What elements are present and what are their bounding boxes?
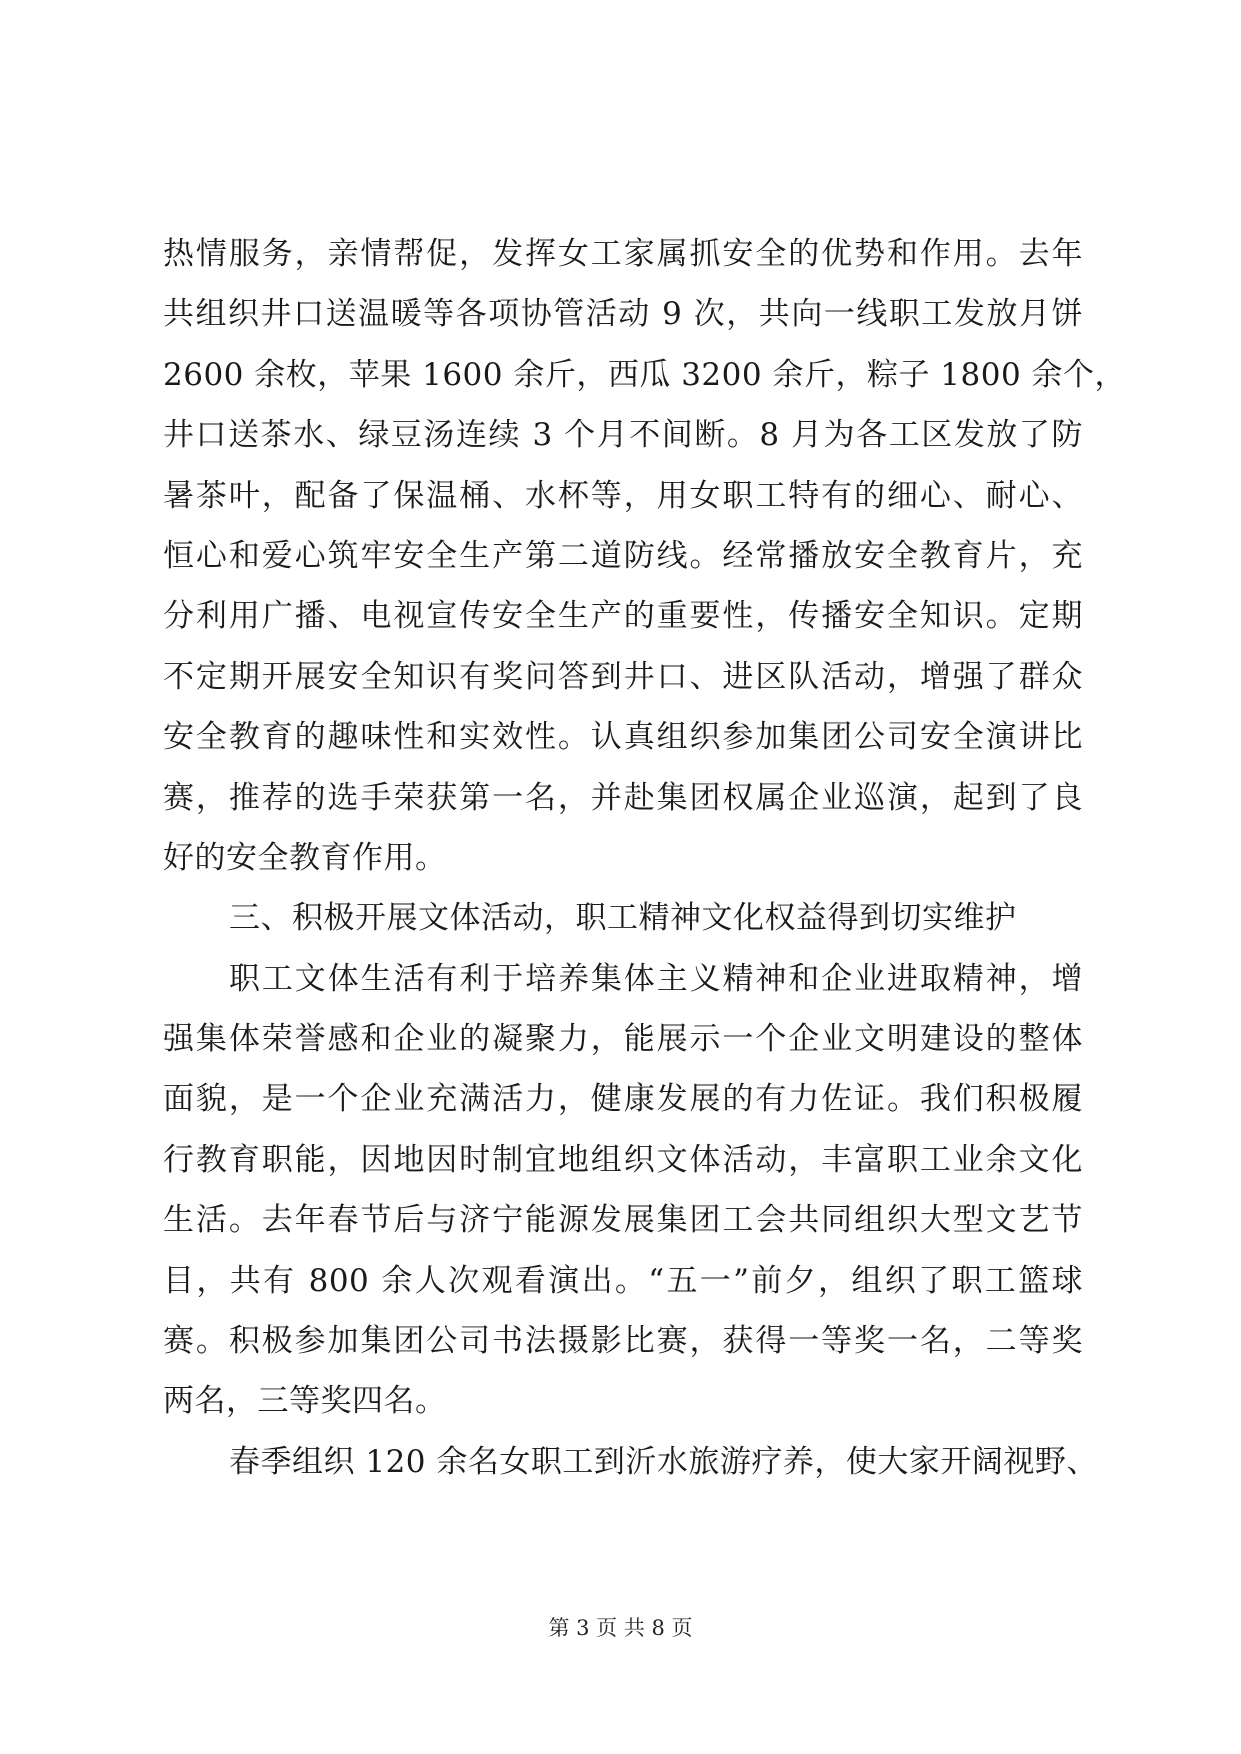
text-line: 共组织井口送温暖等各项协管活动 9 次，共向一线职工发放月饼 — [163, 296, 1083, 333]
text-line: 两名，三等奖四名。 — [163, 1383, 447, 1420]
text-line: 强集体荣誉感和企业的凝聚力，能展示一个企业文明建设的整体 — [163, 1021, 1083, 1058]
section-heading: 三、积极开展文体活动，职工精神文化权益得到切实维护 — [229, 900, 1017, 937]
text-line: 赛，推荐的选手荣获第一名，并赴集团权属企业巡演，起到了良 — [163, 779, 1083, 816]
text-line: 面貌，是一个企业充满活力，健康发展的有力佐证。我们积极履 — [163, 1081, 1083, 1118]
document-body — [163, 224, 1127, 1492]
page-footer: 第 3 页 共 8 页 — [548, 1616, 693, 1640]
text-line: 生活。去年春节后与济宁能源发展集团工会共同组织大型文艺节 — [163, 1202, 1083, 1239]
text-line: 春季组织 120 余名女职工到沂水旅游疗养，使大家开阔视野、 — [229, 1443, 1098, 1480]
text-line: 行教育职能，因地因时制宜地组织文体活动，丰富职工业余文化 — [163, 1141, 1083, 1178]
text-line: 职工文体生活有利于培养集体主义精神和企业进取精神，增 — [229, 960, 1083, 997]
text-line: 安全教育的趣味性和实效性。认真组织参加集团公司安全演讲比 — [163, 719, 1083, 756]
text-line: 目，共有 800 余人次观看演出。“五一”前夕，组织了职工篮球 — [163, 1262, 1083, 1299]
text-line: 赛。积极参加集团公司书法摄影比赛，获得一等奖一名，二等奖 — [163, 1323, 1083, 1360]
text-line: 暑茶叶，配备了保温桶、水杯等，用女职工特有的细心、耐心、 — [163, 477, 1083, 514]
text-line: 井口送茶水、绿豆汤连续 3 个月不间断。8 月为各工区发放了防 — [163, 417, 1083, 454]
text-line: 2600 余枚，苹果 1600 余斤，西瓜 3200 余斤，粽子 1800 余个， — [163, 356, 1127, 393]
text-line: 恒心和爱心筑牢安全生产第二道防线。经常播放安全教育片，充 — [163, 537, 1083, 574]
text-line: 不定期开展安全知识有奖问答到井口、进区队活动，增强了群众 — [163, 658, 1083, 695]
text-line: 分利用广播、电视宣传安全生产的重要性，传播安全知识。定期 — [163, 598, 1083, 635]
text-line: 热情服务，亲情帮促，发挥女工家属抓安全的优势和作用。去年 — [163, 236, 1083, 272]
text-line: 好的安全教育作用。 — [163, 839, 447, 876]
